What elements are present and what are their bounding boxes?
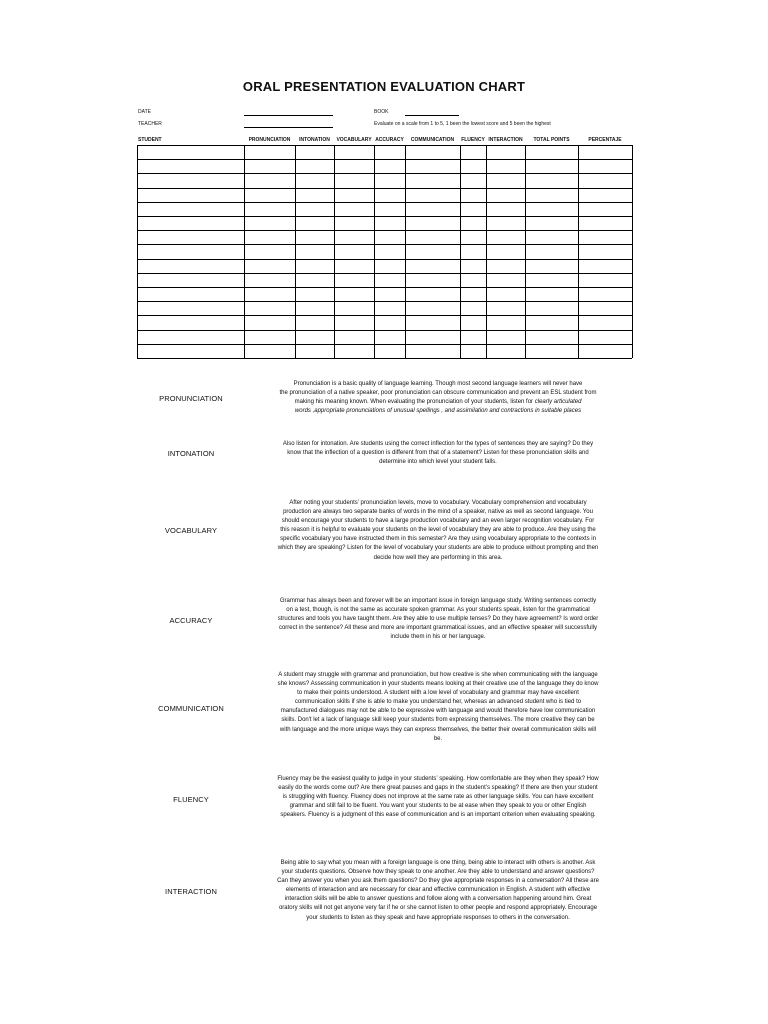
table-column-line [405,145,406,358]
table-row-line [137,358,632,359]
text-line: Fluency may be the easiest quality to judge in your students’ speaking. How comfortable are they when they speak? How [277,776,599,782]
text-line: interaction skills will be able to answer questions and follow along with a conversation happening around him. Great [284,896,592,903]
column-header-percentaje: PERCENTAJE [588,137,622,143]
column-header-pronunciation: PRONUNCIATION [248,137,291,143]
criterion-description-intonation [244,440,632,467]
text-line: specific vocabulary you have instructed them in this semester? Are they using vocabulary appropriate to the contexts in [280,536,596,543]
table-row-line [137,188,632,189]
date-field[interactable] [244,115,333,116]
table-column-line [578,145,579,358]
text-line: words ,appropriate pronunciations of unusual spellings , and assimilation and contractions in suitable places [294,408,582,415]
table-row-line [137,202,632,203]
text-line: making his meaning known. When evaluating the pronunciation of your students, listen for clearly articulated [294,399,582,406]
column-header-intonation: INTONATION [299,137,330,143]
text-line: Can they answer you when you ask them questions? Do they give appropriate responses in a conversation? All these are [277,878,599,885]
criterion-label-communication: COMMUNICATION [158,704,224,713]
criterion-description-pronunciation [244,380,632,416]
criterion-description-accuracy [244,597,632,642]
criterion-label-accuracy: ACCURACY [169,616,213,625]
text-line: the pronunciation of a native speaker, poor pronunciation can obscure communication and prevent an ESL student from [279,390,597,397]
text-line: manufactured dialogues may not be able to be expressive with language and would therefore have low communication [280,708,596,715]
criterion-label-vocabulary: VOCABULARY [164,526,218,535]
teacher-label: TEACHER [138,121,162,127]
table-row-line [137,273,632,274]
column-header-interaction: INTERACTION [488,137,523,143]
table-row-line [137,159,632,160]
scale-note: Evaluate on a scale from 1 to 5, 1 been the lowest score and 5 been the highest [374,121,551,127]
text-line: should encourage your students to have a large production vocabulary and an even larger recognition vocabulary. For [281,518,595,525]
text-line: determine into which level your student falls. [379,459,497,466]
table-row-line [137,173,632,174]
column-header-vocabulary: VOCABULARY [336,137,372,143]
teacher-field[interactable] [244,127,333,128]
table-column-line [632,145,633,358]
book-label: BOOK [374,109,389,115]
criterion-description-interaction [244,859,632,923]
text-line: include them in his or her language. [390,634,486,641]
table-column-line [295,145,296,358]
column-header-total-points: TOTAL POINTS [533,137,570,143]
book-field[interactable] [405,115,459,116]
text-line: with language and the more unique ways they can express themselves, the better their overall communication skills will [279,726,597,733]
text-line: Being able to say what you mean with a foreign language is one thing, being able to interact with others is another. Ask [280,860,596,866]
evaluation-table [137,136,632,359]
column-header-accuracy: ACCURACY [375,137,404,143]
text-line: correct in the sentence? All these and more are important grammatical issues, and an effective speaker will successfully [278,625,598,632]
page-title: ORAL PRESENTATION EVALUATION CHART [242,79,526,94]
criterion-label-intonation: INTONATION [167,449,215,458]
table-column-line [486,145,487,358]
text-line: skills. Don't let a lack of language skill keep your students from expressing themselves. The more creative they can be [281,717,595,724]
table-row-line [137,244,632,245]
text-line: this reason it is helpful to evaluate your students on the level of vocabulary they are able to produce. Are they using the [280,527,596,534]
text-line: is struggling with fluency. Fluency does not improve at the same rate as other language skills. You can have excellent [282,794,594,801]
criterion-description-communication [244,671,632,744]
text-line: Pronunciation is a basic quality of language learning. Though most second language learners will never have [293,381,583,387]
text-line: your students to listen as they speak and have appropriate responses to others in the conversation. [306,914,570,921]
text-line: structures and tools you have taught them. Are they able to use multiple tenses? Do they have agreement? Is word order [277,616,599,623]
table-row-line [137,230,632,231]
column-header-student: STUDENT [138,137,162,143]
table-column-line [374,145,375,358]
table-row-line [137,259,632,260]
table-row-line [137,287,632,288]
date-label: DATE [138,109,151,115]
text-line: communication skills if she is able to make you understand her, whereas an advanced student who is tied to [294,699,582,706]
text-line: Grammar has always been and forever will be an important issue in foreign language study. Writing sentences correctly [279,598,597,604]
criterion-label-interaction: INTERACTION [165,887,217,896]
text-line: grammar and still fail to be fluent. You want your students to be at ease when they speak to you or other English [289,803,587,810]
text-line: which they are speaking? Listen for the level of vocabulary your students are able to produce without prompting and then [277,545,599,552]
text-line: oratory skills will not get anyone very far if he or she cannot listen to other people and respond appropriately. Encourage [278,905,598,912]
text-line: A student may struggle with grammar and pronunciation, but how creative is she when communicating with the language [278,672,598,678]
text-line: to make their points understood. A student with a low level of vocabulary and grammar may have excellent [297,690,579,697]
text-line: she knows? Assessing communication in your students means looking at their creative use of the language they do know [277,681,599,688]
table-row-line [137,330,632,331]
table-row-line [137,216,632,217]
text-line: be. [433,735,443,742]
criterion-label-pronunciation: PRONUNCIATION [159,394,223,403]
column-header-fluency: FLUENCY [461,137,485,143]
text-line: know that the inflection of a question is different from that of a statement? Listen for these pronunciation skills and [287,450,589,457]
text-line: elements of interaction and are necessary for clear and effective communication in English. A student with effective [285,887,591,894]
table-column-line [334,145,335,358]
table-column-line [244,145,245,358]
table-row-line [137,145,632,146]
table-column-line [460,145,461,358]
text-line: production are always two separate banks of words in the mind of a speaker, native as well as second language. You [283,509,593,516]
text-line: After noting your students’ pronunciation levels, move to vocabulary. Vocabulary comprehension and vocabulary [289,500,587,506]
criterion-description-vocabulary [244,499,632,563]
criterion-description-fluency [244,775,632,820]
table-row-line [137,315,632,316]
criterion-label-fluency: FLUENCY [173,795,209,804]
text-line: Also listen for intonation. Are students using the correct inflection for the types of sentences they are saying? Do they [282,441,594,447]
table-row-line [137,301,632,302]
table-column-line [137,145,138,358]
text-line: easily do the words come out? Are there great pauses and gaps in the student’s speaking? If there are then your student [278,785,598,792]
text-line: speakers. Fluency is a judgment of this ease of communication and is an important criterion when evaluating speaking. [280,812,596,819]
text-line: decide how well they are performing in this area. [373,554,503,561]
table-row-line [137,344,632,345]
column-header-communication: COMMUNICATION [410,137,455,143]
text-line: your students questions. Observe how they speak to one another. Are they able to understand and answer questions? [281,869,595,876]
text-line: on a test, though, is not the same as accurate spoken grammar. As your students speak, listen for the grammatical [286,607,590,614]
table-column-line [525,145,526,358]
